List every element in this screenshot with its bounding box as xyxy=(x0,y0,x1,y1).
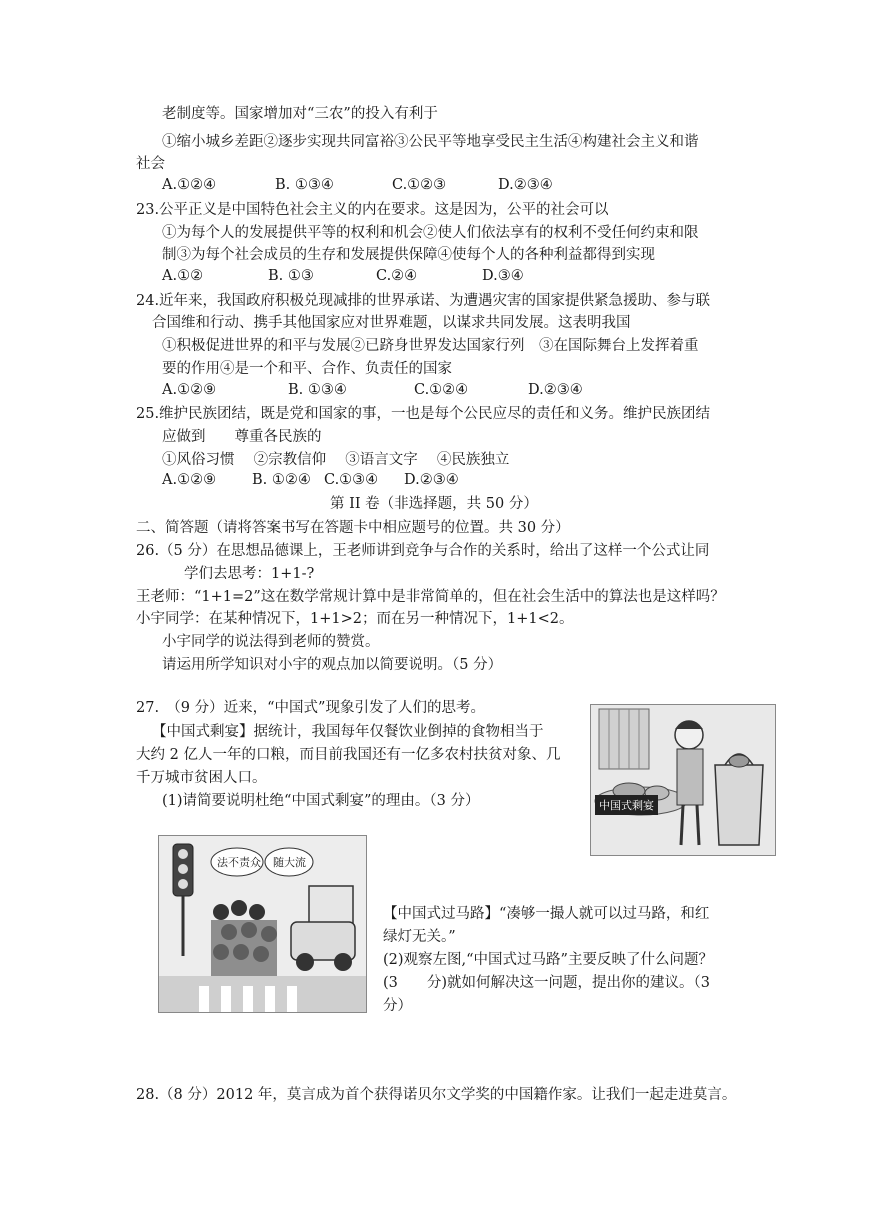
q22-line-2: ①缩小城乡差距②逐步实现共同富裕③公民平等地享受民主生活④构建社会主义和谐 xyxy=(162,134,699,150)
q24-line-2: 合国维和行动、携手其他国家应对世界难题，以谋求共同发展。这表明我国 xyxy=(152,315,631,331)
cartoon-jaywalking-drawing xyxy=(159,836,366,1012)
cartoon-bubble-2: 随大流 xyxy=(273,856,306,869)
q27-p1-line-2: 大约 2 亿人一年的口粮，而目前我国还有一亿多农村扶贫对象、几 xyxy=(136,747,561,763)
q25-items: ①风俗习惯 ②宗教信仰 ③语言文字 ④民族独立 xyxy=(162,452,510,468)
q23-option-a: A.①② xyxy=(162,268,204,284)
q24-stem: 24.近年来，我国政府积极兑现减排的世界承诺、为遭遇灾害的国家提供紧急援助、参与联 xyxy=(136,293,711,309)
q27-p2-line-1: 【中国式过马路】“凑够一撮人就可以过马路，和红 xyxy=(383,906,710,922)
q27-sub-1: (1)请简要说明杜绝“中国式剩宴”的理由。（3 分） xyxy=(162,793,480,809)
q24-option-b: B. ①③④ xyxy=(288,382,347,398)
q23-line-3: 制③为每个社会成员的生存和发展提供保障④使每个人的各种利益都得到实现 xyxy=(162,247,655,263)
q27-p2-line-2: 绿灯无关。” xyxy=(383,929,456,945)
q22-option-b: B. ①③④ xyxy=(275,177,334,193)
q28-stem: 28.（8 分）2012 年，莫言成为首个获得诺贝尔文学奖的中国籍作家。让我们一起走进莫言。 xyxy=(136,1087,737,1103)
q23-option-b: B. ①③ xyxy=(268,268,314,284)
q23-option-d: D.③④ xyxy=(482,268,524,284)
q25-option-b: B. ①②④ xyxy=(252,472,311,488)
q24-option-a: A.①②⑨ xyxy=(162,382,217,398)
q23-line-2: ①为每个人的发展提供平等的权利和机会②使人们依法享有的权利不受任何约束和限 xyxy=(162,225,699,241)
q22-option-c: C.①②③ xyxy=(392,177,447,193)
q24-line-4: 要的作用④是一个和平、合作、负责任的国家 xyxy=(162,361,452,377)
q25-option-d: D.②③④ xyxy=(404,472,459,488)
q22-line-3: 社会 xyxy=(136,156,165,172)
cartoon-jaywalking xyxy=(158,835,367,1013)
q26-line-3: 王老师：“1+1=2”这在数学常规计算中是非常简单的，但在社会生活中的算法也是这样吗？ xyxy=(136,589,725,605)
q25-options xyxy=(162,472,762,492)
q24-options xyxy=(162,382,762,402)
q22-option-a: A.①②④ xyxy=(162,177,217,193)
q26-line-6: 请运用所学知识对小宇的观点加以简要说明。（5 分） xyxy=(162,657,503,673)
q24-option-c: C.①②④ xyxy=(414,382,469,398)
cartoon-leftover-feast-drawing xyxy=(591,705,775,855)
q23-options xyxy=(162,268,762,288)
q22-line-1: 老制度等。国家增加对“三农”的投入有利于 xyxy=(162,106,438,122)
q23-option-c: C.②④ xyxy=(376,268,418,284)
section-heading: 二、简答题（请将答案书写在答题卡中相应题号的位置。共 30 分） xyxy=(136,520,570,536)
q27-sub-2-line-1: (2)观察左图,“中国式过马路”主要反映了什么问题？ xyxy=(383,952,713,968)
q27-p1-line-1: 【中国式剩宴】据统计，我国每年仅餐饮业倒掉的食物相当于 xyxy=(152,724,544,740)
cartoon-bubble-1: 法不责众 xyxy=(217,856,261,869)
q25-line-2: 应做到 尊重各民族的 xyxy=(162,429,322,445)
q27-sub-2-line-3: 分） xyxy=(383,998,412,1014)
q22-option-d: D.②③④ xyxy=(498,177,553,193)
cartoon-leftover-feast-label: 中国式剩宴 xyxy=(595,795,658,815)
q22-options xyxy=(162,177,762,197)
q25-option-c: C.①③④ xyxy=(324,472,379,488)
q27-stem: 27. （9 分）近来，“中国式”现象引发了人们的思考。 xyxy=(136,700,485,716)
q26-stem: 26.（5 分）在思想品德课上，王老师讲到竞争与合作的关系时，给出了这样一个公式让同 xyxy=(136,543,710,559)
q25-option-a: A.①②⑨ xyxy=(162,472,217,488)
q26-line-4: 小宇同学：在某种情况下，1+1>2；而在另一种情况下，1+1<2。 xyxy=(136,611,574,627)
q27-p1-line-3: 千万城市贫困人口。 xyxy=(136,770,267,786)
q26-line-2: 学们去思考：1+1-? xyxy=(184,566,315,582)
section-title: 第 II 卷（非选择题，共 50 分） xyxy=(330,496,538,512)
q26-line-5: 小宇同学的说法得到老师的赞赏。 xyxy=(162,634,380,650)
q24-option-d: D.②③④ xyxy=(528,382,583,398)
cartoon-leftover-feast xyxy=(590,704,776,856)
q25-stem: 25.维护民族团结，既是党和国家的事，一也是每个公民应尽的责任和义务。维护民族团结 xyxy=(136,406,711,422)
q23-stem: 23.公平正义是中国特色社会主义的内在要求。这是因为，公平的社会可以 xyxy=(136,202,609,218)
q24-line-3: ①积极促进世界的和平与发展②已跻身世界发达国家行列 ③在国际舞台上发挥着重 xyxy=(162,338,699,354)
q27-sub-2-line-2: (3 分)就如何解决这一问题，提出你的建议。（3 xyxy=(383,975,711,991)
